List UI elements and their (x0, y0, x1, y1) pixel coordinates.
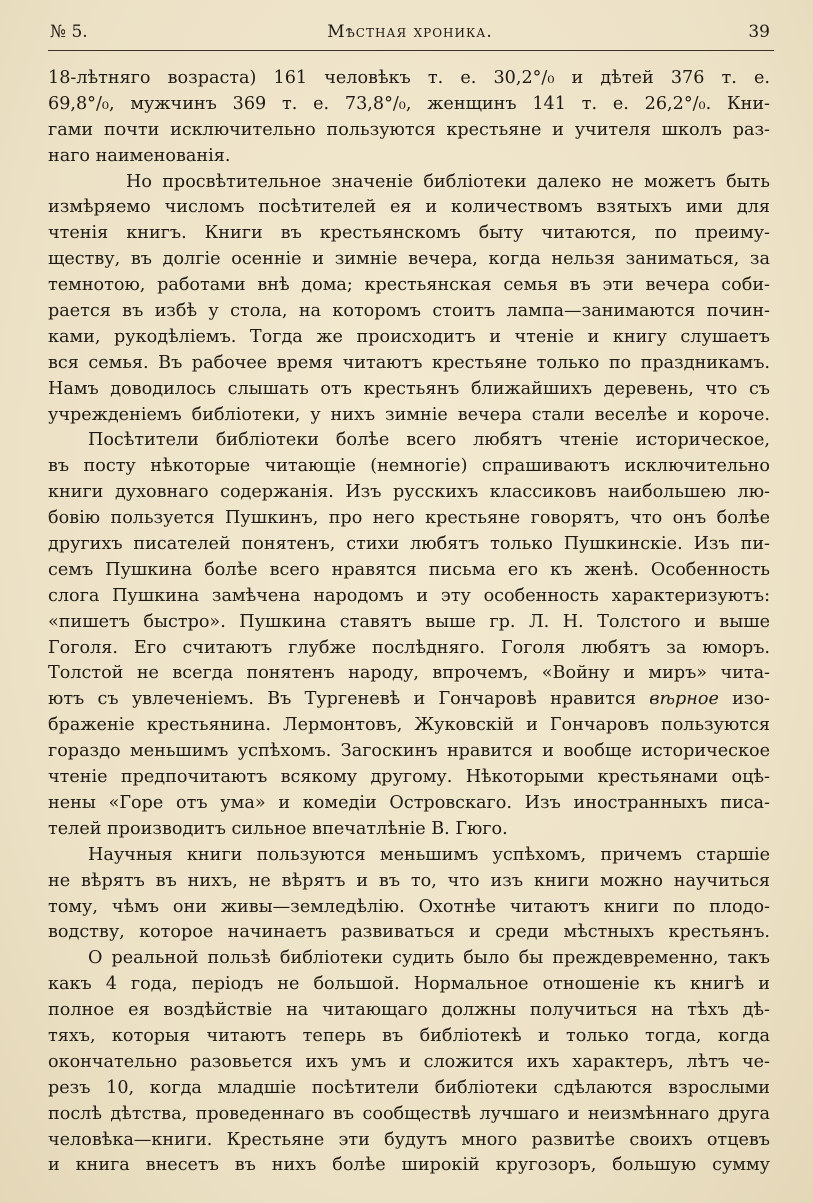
text-line: тому, чѣмъ они живы—земледѣлію. Охотнѣе читаютъ книги по плодо- (48, 896, 770, 917)
text-line: послѣ дѣтства, проведеннаго въ сообществѣ лучшаго и неизмѣннаго друга (48, 1103, 770, 1124)
text-line: «пишетъ быстро». Пушкина ставятъ выше гр. Л. Н. Толстого и выше (48, 611, 770, 632)
text-line: ками, рукодѣліемъ. Тогда же происходитъ и чтеніе и книгу слушаетъ (48, 326, 770, 347)
text-line: ществу, въ долгіе осенніе и зимніе вечера, когда нельзя заниматься, за (48, 249, 770, 270)
header-rule (48, 50, 774, 51)
text-line: гами почти исключительно пользуются крестьяне и учителя школъ раз- (48, 119, 770, 140)
text-line: браженіе крестьянина. Лермонтовъ, Жуковскій и Гончаровъ пользуются (48, 715, 770, 736)
text-line: человѣка—книги. Крестьяне эти будутъ много развитѣе своихъ отцевъ (48, 1129, 770, 1150)
text-line: Но просвѣтительное значеніе библіотеки далеко не можетъ быть (126, 171, 770, 192)
text-line: семъ Пушкина болѣе всего нравятся письма его къ женѣ. Особенность (48, 559, 770, 580)
text-line: Посѣтители библіотеки болѣе всего любятъ чтеніе историческое, (88, 430, 770, 451)
text-line: ютъ съ увлеченіемъ. Въ Тургеневѣ и Гончаровѣ нравится вѣрное изо- (48, 689, 770, 710)
text-line: бовію пользуется Пушкинъ, про него крестьяне говорятъ, что онъ болѣе (48, 508, 770, 529)
text-line: Намъ доводилось слышать отъ крестьянъ ближайшихъ деревень, что съ (48, 378, 770, 399)
text-line: нены «Горе отъ ума» и комедіи Островскаго. Изъ иностранныхъ писа- (48, 792, 770, 813)
text-line: наго наименованія. (48, 145, 231, 166)
text-line: какъ 4 года, періодъ не большой. Нормальное отношеніе къ книгѣ и (48, 974, 770, 995)
text-line: вся семья. Въ рабочее время читаютъ крестьяне только по праздникамъ. (48, 352, 770, 373)
text-line: другихъ писателей понятенъ, стихи любятъ только Пушкинскіе. Изъ пи- (48, 534, 770, 555)
text-line: темнотою, работами внѣ дома; крестьянская семья въ эти вечера соби- (48, 275, 770, 296)
text-line: телей производитъ сильное впечатлѣніе В. Гюго. (48, 818, 508, 839)
article-body (48, 66, 770, 1179)
running-header (50, 22, 770, 50)
text-line: 69,8°/₀, мужчинъ 369 т. е. 73,8°/₀, женщинъ 141 т. е. 26,2°/₀. Кни- (48, 93, 770, 114)
text-line: гораздо меньшимъ успѣхомъ. Загоскинъ нравится и вообще историческое (48, 741, 770, 762)
text-line: Толстой не всегда понятенъ народу, впрочемъ, «Войну и миръ» чита- (48, 663, 770, 684)
issue-number: № 5. (50, 22, 88, 42)
text-line: книги духовнаго содержанія. Изъ русскихъ классиковъ наибольшею лю- (48, 482, 770, 503)
text-line: учрежденіемъ библіотеки, у нихъ зимніе вечера стали веселѣе и короче. (48, 404, 770, 425)
text-line: 18-лѣтняго возраста) 161 человѣкъ т. е. 30,2°/₀ и дѣтей 376 т. е. (48, 68, 770, 88)
text-line: О реальной пользѣ библіотеки судить было бы преждевременно, такъ (88, 948, 770, 969)
page-number: 39 (748, 22, 770, 42)
text-line: измѣряемо числомъ посѣтителей ея и количествомъ взятыхъ ими для (48, 197, 770, 218)
text-line: окончательно разовьется ихъ умъ и сложится ихъ характеръ, лѣтъ че- (48, 1051, 770, 1072)
text-line: чтеніе предпочитаютъ всякому другому. Нѣкоторыми крестьянами оцѣ- (48, 767, 770, 788)
text-line: Научныя книги пользуются меньшимъ успѣхомъ, причемъ старшіе (88, 844, 770, 865)
text-line: и книга внесетъ въ нихъ болѣе широкій кругозоръ, большую сумму (48, 1155, 770, 1176)
text-line: въ посту нѣкоторые читающіе (немногіе) спрашиваютъ исключительно (48, 456, 770, 477)
emphasis: вѣрное (649, 689, 719, 710)
text-line: чтенія книгъ. Книги въ крестьянскомъ быту читаются, по преиму- (48, 223, 770, 244)
text-line: не вѣрятъ въ нихъ, не вѣрятъ и въ то, что изъ книги можно научиться (48, 870, 770, 891)
text-line: тяхъ, которыя читаютъ теперь въ библіотекѣ и только тогда, когда (48, 1025, 770, 1046)
section-title: Мѣстная хроника. (327, 22, 493, 42)
text-line: слога Пушкина замѣчена народомъ и эту особенность характеризуютъ: (48, 585, 770, 606)
text-line: Гоголя. Его считаютъ глубже послѣдняго. Гоголя любятъ за юморъ. (48, 637, 770, 658)
text-line: резъ 10, когда младшіе посѣтители библіотеки сдѣлаются взрослыми (48, 1077, 770, 1098)
text-line: водству, которое начинаетъ развиваться и среди мѣстныхъ крестьянъ. (48, 922, 770, 943)
text-line: рается въ избѣ у стола, на которомъ стоитъ лампа—занимаются почин- (48, 301, 770, 322)
text-line: полное ея воздѣйствіе на читающаго должны получиться на тѣхъ дѣ- (48, 1000, 770, 1021)
